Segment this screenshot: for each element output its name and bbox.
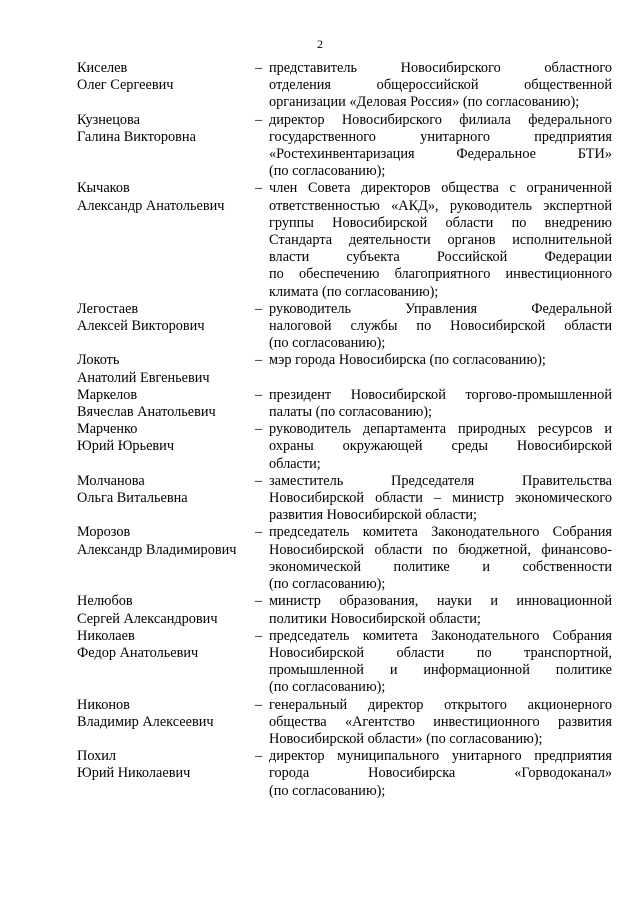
member-role xyxy=(269,387,612,421)
member-role xyxy=(269,180,612,300)
role-line: общества «Агентство инвестиционного развития xyxy=(269,713,612,730)
member-first-names: Юрий Юрьевич xyxy=(77,438,175,455)
role-line: председатель комитета Законодательного Собрания xyxy=(269,524,612,541)
role-line: Стандарта деятельности органов исполнительной xyxy=(269,232,612,249)
role-line: (по согласованию); xyxy=(269,335,386,352)
member-last-name: Молчанова xyxy=(77,472,145,489)
dash-separator: – xyxy=(255,111,263,128)
dash-separator: – xyxy=(255,352,263,369)
dash-separator: – xyxy=(255,524,263,541)
member-first-names: Олег Сергеевич xyxy=(77,77,174,94)
member-last-name: Никонов xyxy=(77,696,130,713)
member-last-name: Легостаев xyxy=(77,300,139,317)
member-name xyxy=(77,524,255,593)
role-line: представитель Новосибирского областного xyxy=(269,60,612,76)
role-line: охраны окружающей среды Новосибирской xyxy=(269,438,612,455)
member-name xyxy=(77,697,255,749)
role-line: города Новосибирска «Горводоканал» xyxy=(269,765,612,782)
role-line: области; xyxy=(269,455,321,472)
member-first-names: Юрий Николаевич xyxy=(77,765,191,782)
role-line: группы Новосибирской области по внедрению xyxy=(269,214,612,231)
member-last-name: Маркелов xyxy=(77,386,138,403)
role-line: президент Новосибирской торгово-промышленной xyxy=(269,386,612,403)
page-number: 2 xyxy=(317,37,323,51)
member-first-names: Ольга Витальевна xyxy=(77,490,188,507)
member-name xyxy=(77,112,255,181)
dash-separator: – xyxy=(255,60,263,76)
role-line: Новосибирской области – министр экономического xyxy=(269,490,612,507)
role-line: генеральный директор открытого акционерного xyxy=(269,696,612,713)
member-first-names: Александр Анатольевич xyxy=(77,197,225,214)
dash-separator: – xyxy=(255,627,263,644)
member-first-names: Алексей Викторович xyxy=(77,318,205,335)
role-line: политики Новосибирской области; xyxy=(269,610,481,627)
member-entry xyxy=(77,352,612,386)
role-line: (по согласованию); xyxy=(269,163,386,180)
member-role xyxy=(269,112,612,181)
role-line: «Ростехинвентаризация Федеральное БТИ» xyxy=(269,146,612,163)
member-role xyxy=(269,421,612,473)
role-line: промышленной и информационной политике xyxy=(269,662,612,679)
role-line: Новосибирской области» (по согласованию); xyxy=(269,730,543,747)
member-entry xyxy=(77,473,612,525)
member-first-names: Сергей Александрович xyxy=(77,610,218,627)
member-role xyxy=(269,628,612,697)
member-role xyxy=(269,473,612,525)
member-role xyxy=(269,697,612,749)
role-line: палаты (по согласованию); xyxy=(269,404,433,421)
role-line: директор муниципального унитарного предприятия xyxy=(269,748,612,765)
role-line: по обеспечению благоприятного инвестиционного xyxy=(269,266,612,283)
member-last-name: Киселев xyxy=(77,60,128,76)
member-last-name: Морозов xyxy=(77,524,131,541)
member-first-names: Галина Викторовна xyxy=(77,128,196,145)
member-entry xyxy=(77,524,612,593)
member-entry xyxy=(77,112,612,181)
member-name xyxy=(77,352,255,386)
member-last-name: Марченко xyxy=(77,421,138,438)
member-name xyxy=(77,473,255,525)
member-first-names: Вячеслав Анатольевич xyxy=(77,404,216,421)
member-last-name: Николаев xyxy=(77,627,135,644)
dash-separator: – xyxy=(255,180,263,197)
member-first-names: Александр Владимирович xyxy=(77,541,237,558)
role-line: руководитель Управления Федеральной xyxy=(269,300,612,317)
role-line: власти субъекта Российской Федерации xyxy=(269,249,612,266)
dash-separator: – xyxy=(255,472,263,489)
member-entry xyxy=(77,748,612,800)
role-line: директор Новосибирского филиала федерального xyxy=(269,111,612,128)
member-role xyxy=(269,60,612,112)
member-name xyxy=(77,387,255,421)
member-role xyxy=(269,748,612,800)
member-last-name: Нелюбов xyxy=(77,593,133,610)
role-line: налоговой службы по Новосибирской области xyxy=(269,318,612,335)
member-first-names: Федор Анатольевич xyxy=(77,644,199,661)
dash-separator: – xyxy=(255,748,263,765)
member-last-name: Кузнецова xyxy=(77,111,140,128)
role-line: государственного унитарного предприятия xyxy=(269,128,612,145)
role-line: ответственностью «АКД», руководитель экспертной xyxy=(269,197,612,214)
role-line: мэр города Новосибирска (по согласованию); xyxy=(269,352,546,369)
role-line: Новосибирской области по транспортной, xyxy=(269,644,612,661)
member-roster xyxy=(77,60,612,800)
role-line: (по согласованию); xyxy=(269,782,386,799)
member-name xyxy=(77,180,255,300)
member-entry xyxy=(77,301,612,353)
role-line: (по согласованию); xyxy=(269,576,386,593)
member-entry xyxy=(77,60,612,112)
member-role xyxy=(269,352,612,386)
member-first-names: Владимир Алексеевич xyxy=(77,713,214,730)
role-line: организации «Деловая Россия» (по согласованию); xyxy=(269,94,580,111)
member-entry xyxy=(77,593,612,627)
role-line: отделения общероссийской общественной xyxy=(269,77,612,94)
member-name xyxy=(77,628,255,697)
role-line: климата (по согласованию); xyxy=(269,283,439,300)
member-name xyxy=(77,421,255,473)
dash-separator: – xyxy=(255,300,263,317)
role-line: экономической политике и собственности xyxy=(269,558,612,575)
role-line: заместитель Председателя Правительства xyxy=(269,472,612,489)
role-line: Новосибирской области по бюджетной, финансово- xyxy=(269,541,612,558)
member-last-name: Похил xyxy=(77,748,117,765)
dash-separator: – xyxy=(255,593,263,610)
member-role xyxy=(269,301,612,353)
member-entry xyxy=(77,421,612,473)
member-name xyxy=(77,593,255,627)
member-entry xyxy=(77,697,612,749)
role-line: министр образования, науки и инновационной xyxy=(269,593,612,610)
role-line: руководитель департамента природных ресурсов и xyxy=(269,421,612,438)
member-last-name: Локоть xyxy=(77,352,120,369)
dash-separator: – xyxy=(255,386,263,403)
member-entry xyxy=(77,180,612,300)
dash-separator: – xyxy=(255,696,263,713)
member-name xyxy=(77,301,255,353)
member-entry xyxy=(77,628,612,697)
member-first-names: Анатолий Евгеньевич xyxy=(77,369,210,386)
member-role xyxy=(269,524,612,593)
role-line: (по согласованию); xyxy=(269,679,386,696)
member-last-name: Кычаков xyxy=(77,180,130,197)
role-line: член Совета директоров общества с ограниченной xyxy=(269,180,612,197)
member-role xyxy=(269,593,612,627)
member-entry xyxy=(77,387,612,421)
role-line: председатель комитета Законодательного Собрания xyxy=(269,627,612,644)
dash-separator: – xyxy=(255,421,263,438)
role-line: развития Новосибирской области; xyxy=(269,507,477,524)
member-name xyxy=(77,60,255,112)
member-name xyxy=(77,748,255,800)
